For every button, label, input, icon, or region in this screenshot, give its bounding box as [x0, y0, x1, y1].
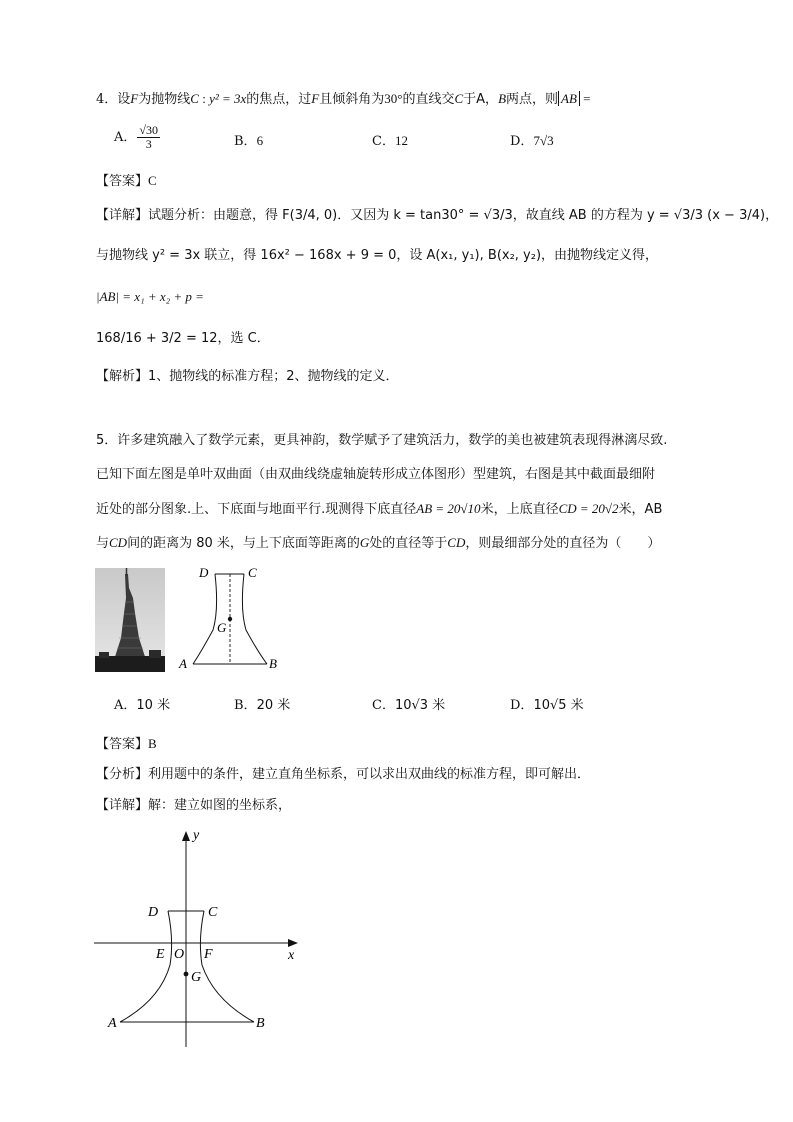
- q4-option-c: C．12: [372, 133, 408, 149]
- q5-stem-line1: 5．许多建筑融入了数学元素，更具神韵，数学赋予了建筑活力，数学的美也被建筑表现得淋漓尽致.: [96, 433, 668, 448]
- q4-detail-line4: 168/16 + 3/2 = 12，选 C．: [96, 331, 270, 346]
- right-hyperbola-curve: [242, 574, 267, 664]
- right-branch: [200, 911, 254, 1022]
- coordinate-figure: [90, 825, 310, 1050]
- label-g-2: G: [191, 970, 202, 985]
- label-a-2: A: [108, 1016, 117, 1031]
- label-y: y: [193, 828, 200, 843]
- label-d: D: [199, 565, 209, 580]
- q5-answer: 【答案】B: [96, 736, 157, 752]
- parabola-equation: y² = 3x: [209, 91, 247, 106]
- q4-detail-line3: |AB| = x₁ + x₂ + p =: [96, 289, 204, 304]
- q4-option-b: B．6: [234, 133, 264, 149]
- label-c-2: C: [208, 905, 218, 920]
- q5-analysis: 【分析】利用题中的条件，建立直角坐标系，可以求出双曲线的标准方程，即可解出．: [96, 767, 591, 782]
- q5-option-c: C．10√3 米: [372, 698, 446, 713]
- q5-option-a: A．10 米: [114, 698, 171, 713]
- q5-stem-line3: 近处的部分图象.上、下底面与地面平行.现测得下底直径AB = 20√10米，上底直径CD = 20√2米，AB: [96, 501, 663, 517]
- label-a: A: [179, 656, 187, 671]
- point-g-2: [184, 972, 189, 977]
- q4-option-a: A． $\frac{√30}{3}$: [114, 123, 158, 151]
- label-b-2: B: [256, 1016, 265, 1031]
- label-x: x: [288, 948, 295, 963]
- q4-detail-line2: 与抛物线 y² = 3x 联立，得 16x² − 168x + 9 = 0，设 A(x₁, y₁), B(x₂, y₂)，由抛物线定义得，: [96, 248, 659, 263]
- label-b: B: [269, 656, 277, 671]
- y-axis-arrow: [182, 831, 190, 841]
- q5-detail: 【详解】解：建立如图的坐标系，: [96, 798, 292, 813]
- q4-detail-line1: 【详解】试题分析：由题意，得 F(3/4, 0)．又因为 k = tan30° = √3/3，故直线 AB 的方程为 y = √3/3 (x − 3/4)，: [96, 208, 779, 223]
- left-branch: [120, 911, 172, 1022]
- label-c: C: [248, 565, 257, 580]
- q4-answer: 【答案】C: [96, 173, 157, 189]
- q5-option-d: D．10√5 米: [510, 698, 584, 713]
- q5-stem-line4: 与CD间的距离为 80 米，与上下底面等距离的G处的直径等于CD，则最细部分处的直径为（ ）: [96, 535, 661, 551]
- tower-photo: [95, 568, 165, 672]
- label-e: E: [156, 947, 165, 962]
- q4-analysis: 【解析】1、抛物线的标准方程；2、抛物线的定义．: [96, 369, 399, 384]
- q5-stem-line2: 已知下面左图是单叶双曲面（由双曲线绕虚轴旋转形成立体图形）型建筑，右图是其中截面最细附: [96, 467, 656, 482]
- q5-option-b: B．20 米: [234, 698, 291, 713]
- label-g: G: [217, 620, 227, 635]
- label-d-2: D: [148, 905, 159, 920]
- x-axis-arrow: [288, 939, 298, 947]
- label-f: F: [204, 947, 213, 962]
- q4-stem: 4．设F为抛物线C : y² = 3x的焦点，过F且倾斜角为30°的直线交C于A，B两点，则 AB =: [96, 91, 591, 107]
- q4-option-d: D．7√3: [510, 133, 554, 149]
- left-hyperbola-curve: [193, 574, 217, 664]
- cross-section-figure: [175, 560, 290, 675]
- point-g: [228, 617, 232, 621]
- label-o: O: [174, 947, 185, 962]
